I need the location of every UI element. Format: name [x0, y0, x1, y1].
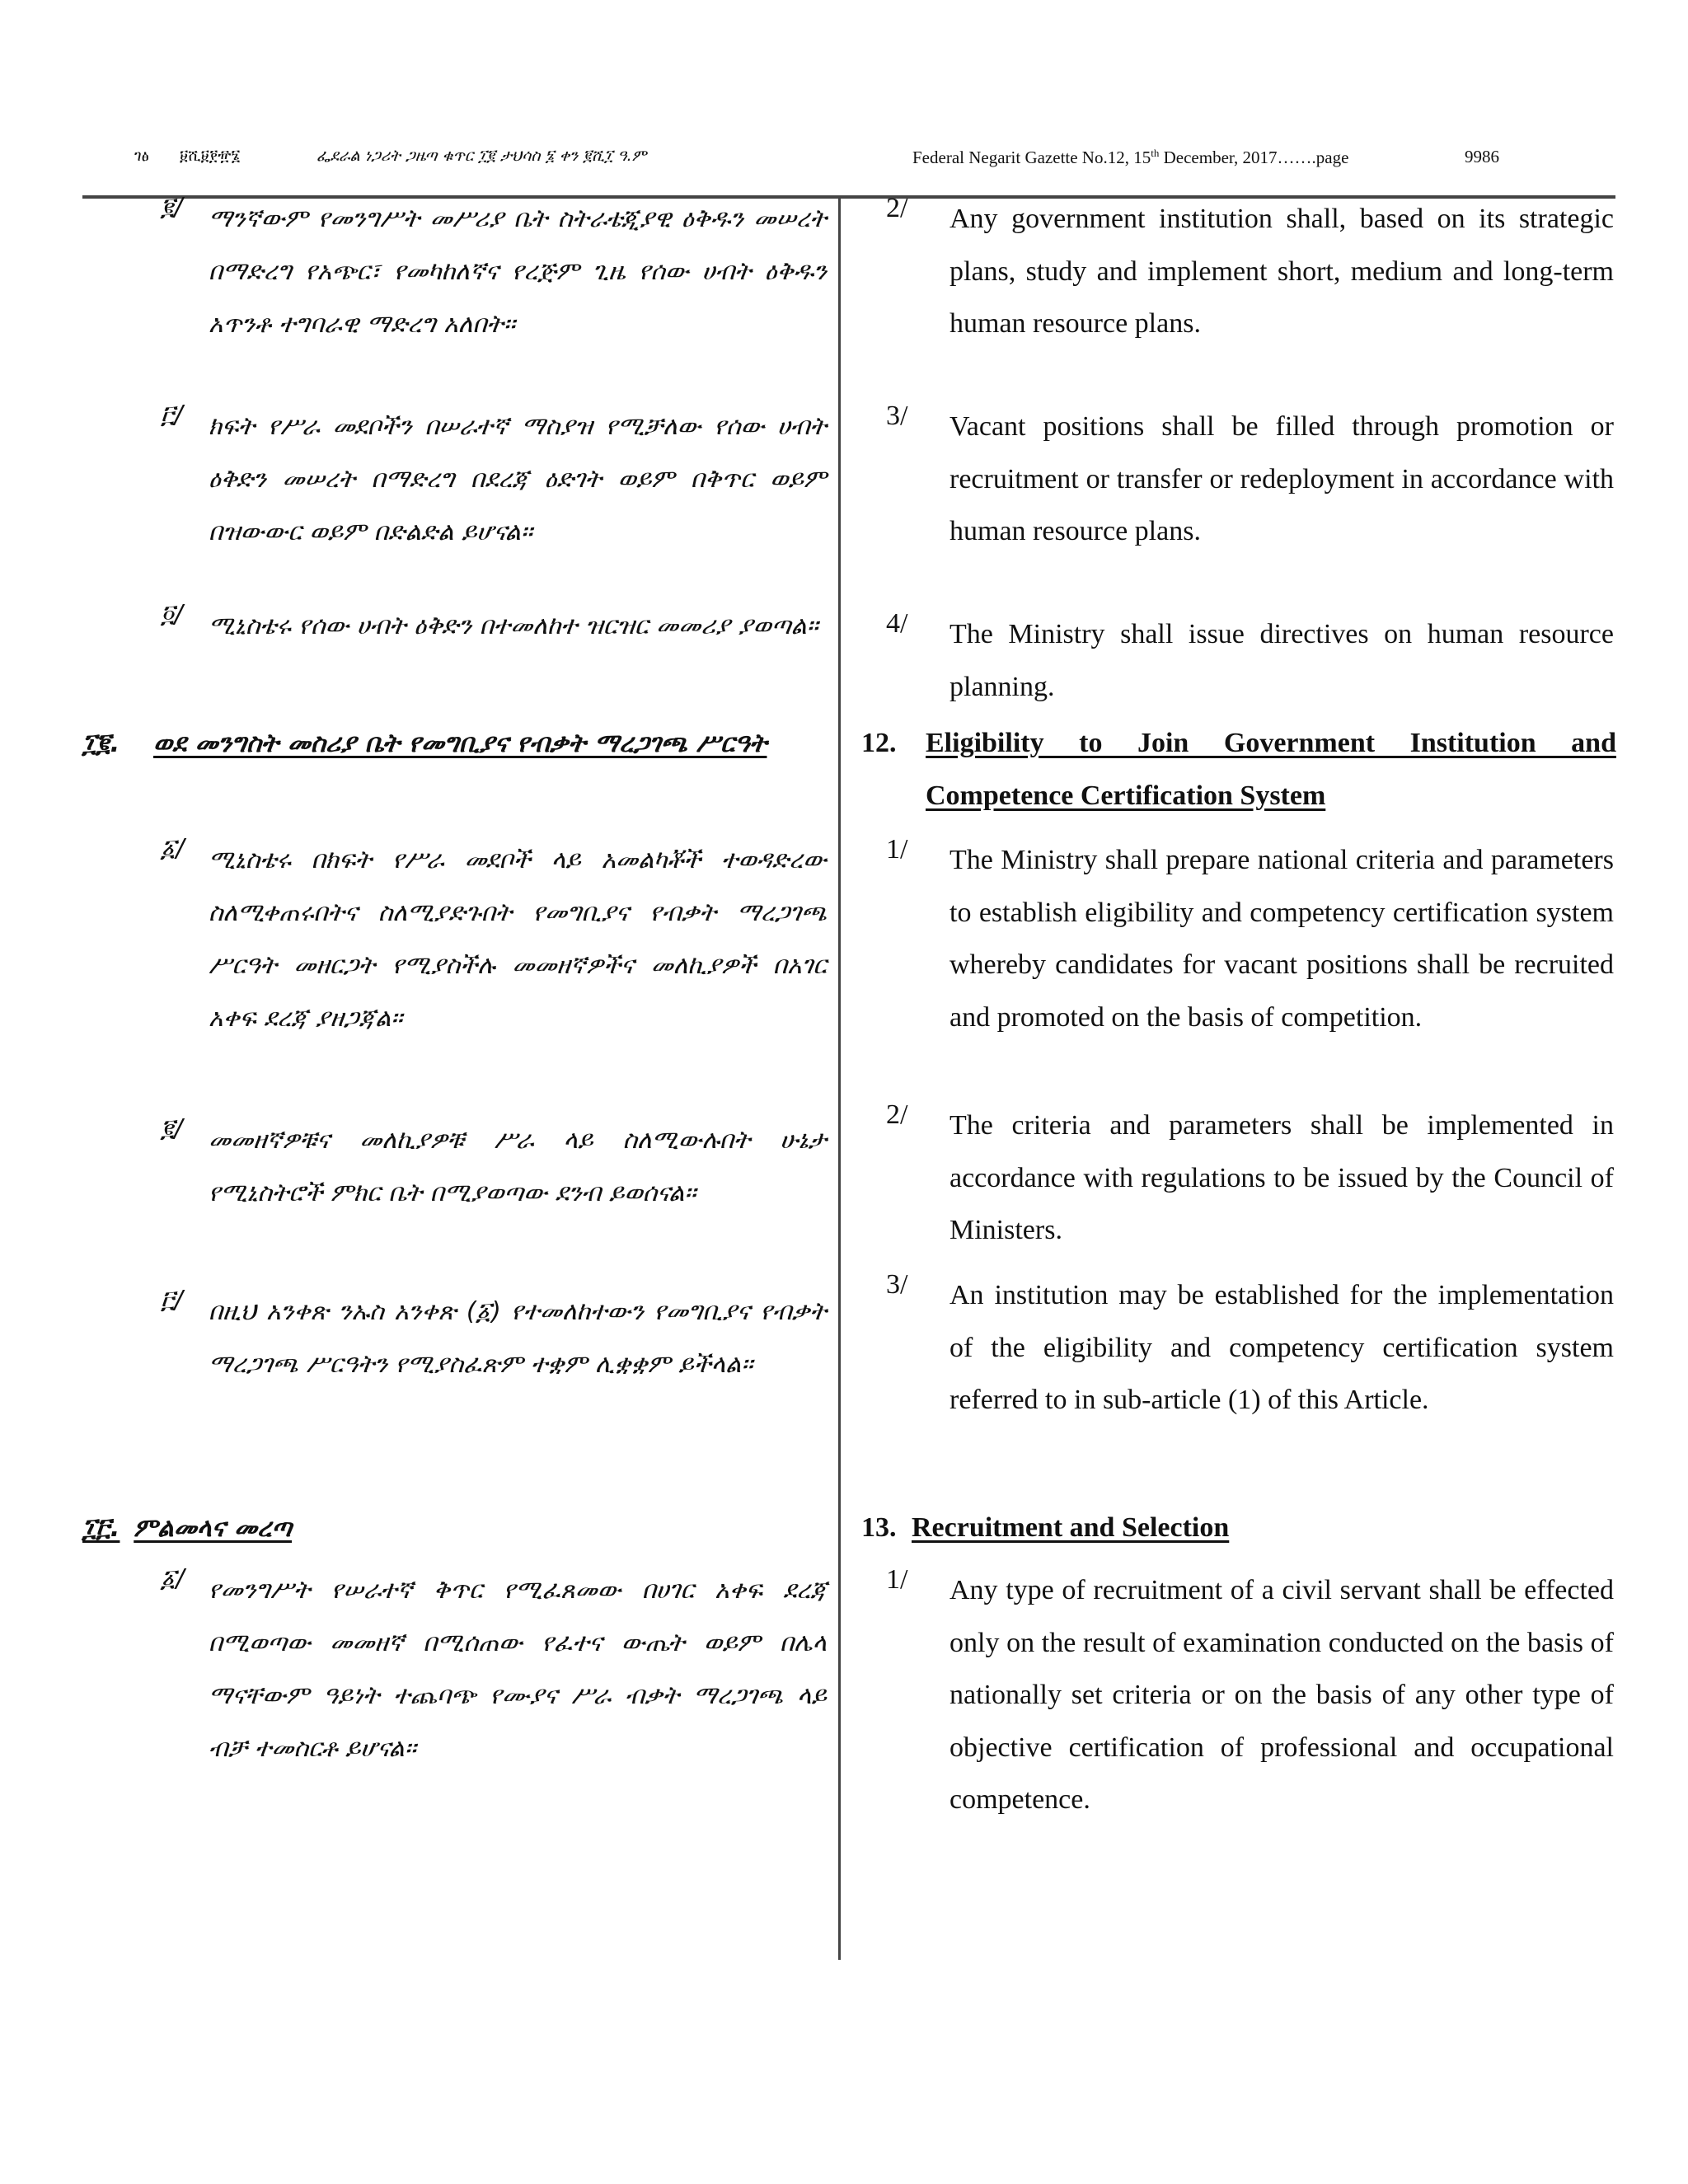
header-amharic-page-number: ፱ሺ፱፻፹፮ [180, 147, 241, 165]
amharic-item-text: በዚህ አንቀጽ ንኡስ አንቀጽ (፩) የተመለከተውን የመግቢያና የብቃት ማረጋገጫ ሥርዓትን የሚያስፈጽም ተቋም ሊቋቋም ይችላል፡፡ [209, 1297, 827, 1379]
english-item-text: The Ministry shall prepare national criteria and parameters to establish eligibility and competency certification system whereby candidates for vacant positions shall be recruited and promoted on the basis of competition. [950, 845, 1614, 1033]
gazette-page: ገፅ ፱ሺ፱፻፹፮ ፌደራል ነጋሪት ጋዜጣ ቁጥር ፲፪ ታህሳስ ፮ ቀን ፪ሺ፲ ዓ.ም Federal Negarit Gazette No.12, 15th December, 2017…….page 9986 ፪/ ማንኛውም የመንግሥት መሥሪያ ቤት ስትራቴጂያዊ ዕቅዱን መሠረት በማድረግ የአጭር፣ የመካከለኛና የረጅም ጊዜ የሰው ሀብት ዕቅዱን አጥንቶ ተግባራዊ ማድረግ አለበት፡፡ ፫/ ክፍት የሥራ መደቦችን በሠራተኛ ማስያዝ የሚቻለው የሰው ሀብት ዕቅድን መሠረት በማድረግ በደረጃ ዕድገት ወይም በቅጥር ወይም በዝውውር ወይም በድልድል ይሆናል፡፡ ፬/ ሚኒስቴሩ የሰው ሀብት ዕቅድን በተመለከተ ዝርዝር መመሪያ ያወጣል፡፡ ፲፪. ወደ መንግስት መስሪያ ቤት የመግቢያና የብቃት ማረጋገጫ ሥርዓት ፩/ ሚኒስቴሩ በክፍት የሥራ መደቦች ላይ አመልካቾች ተወዳድረው ስለሚቀጠሩበትና ስለሚያድጉበት የመግቢያና የብቃት ማረጋገጫ ሥርዓት መዘርጋት የሚያስችሉ መመዘኛዎችና መለኪያዎች በአገር አቀፍ ደረጃ ያዘጋጃል፡፡ ፪/ መመዘኛዎቹና መለኪያዎቹ ሥራ ላይ ስለሚውሉበት ሁኔታ የሚኒስትሮች ምክር ቤት በሚያወጣው ደንብ ይወሰናል፡፡ ፫/ በዚህ አንቀጽ ንኡስ አንቀጽ (፩) የተመለከተውን የመግቢያና የብቃት ማረጋገጫ ሥርዓትን የሚያስፈጽም ተቋም ሊቋቋም ይችላል፡፡ ፲፫. ምልመላና መረጣ ፩/ የመንግሥት የሠራተኛ ቅጥር የሚፈጸመው በሀገር አቀፍ ደረጃ በሚወጣው መመዘኛ በሚሰጠው የፈተና ውጤት ወይም በሌላ ማናቸውም ዓይነት ተጨባጭ የሙያና ሥራ ብቃት ማረጋገጫ ላይ ብቻ ተመስርቶ ይሆናል፡፡ 2/ Any government institution shall, based on its strategic plans, study and implement short, medium and long-term human resource plans. 3/ Vacant positions shall be filled through promotion or recruitment or transfer or redeployment in accordance with human resource plans. 4/ The Ministry shall issue directives on human resource planning. 12. Eligibility to Join Government Institution and Competence Certification System 1/ The Ministry shall prepare national criteria and parameters to establish eligibility and competency certification system whereby candidates for vacant positions shall be recruited and promoted on the basis of competition. 2/ The criteria and parameters shall be implemented in accordance with regulations to be issued by the Council of Ministers. 3/ An institution may be established for the implementation of the eligibility and competency certification system referred to in sub-article (1) of this Article. 13. Recruitment and Selection 1/ Any type of recruitment of a civil servant shall be effected only on the result of examination conducted on the basis of nationally set criteria or on the basis of any other type of objective certification of professional and occupational competence. [0, 0, 1688, 2184]
amharic-article-13-heading: ፲፫. ምልመላና መረጣ [82, 1513, 292, 1543]
english-article-13-heading: 13. Recruitment and Selection [861, 1512, 1230, 1543]
header-english-title: Federal Negarit Gazette No.12, 15th December, 2017…….page [912, 147, 1349, 167]
amharic-item-text: ሚኒስቴሩ የሰው ሀብት ዕቅድን በተመለከተ ዝርዝር መመሪያ ያወጣል፡፡ [209, 612, 818, 640]
english-item-text: The Ministry shall issue directives on human resource planning. [950, 619, 1614, 702]
amharic-item-text: የመንግሥት የሠራተኛ ቅጥር የሚፈጸመው በሀገር አቀፍ ደረጃ በሚወጣው መመዘኛ በሚሰጠው የፈተና ውጤት ወይም በሌላ ማናቸውም ዓይነት ተጨባጭ የሙያና ሥራ ብቃት ማረጋገጫ ላይ ብቻ ተመስርቶ ይሆናል፡፡ [209, 1576, 827, 1763]
english-item-text: An institution may be established for the implementation of the eligibility and competency certification system referred to in sub-article (1) of this Article. [950, 1280, 1614, 1415]
header-amharic-title: ፌደራል ነጋሪት ጋዜጣ ቁጥር ፲፪ ታህሳስ ፮ ቀን ፪ሺ፲ ዓ.ም [316, 147, 647, 165]
amharic-item-text: ሚኒስቴሩ በክፍት የሥራ መደቦች ላይ አመልካቾች ተወዳድረው ስለሚቀጠሩበትና ስለሚያድጉበት የመግቢያና የብቃት ማረጋገጫ ሥርዓት መዘርጋት የሚያስችሉ መመዘኛዎችና መለኪያዎች በአገር አቀፍ ደረጃ ያዘጋጃል፡፡ [209, 846, 827, 1033]
header-amharic-page-label: ገፅ [134, 147, 149, 165]
english-item-text: Vacant positions shall be filled through promotion or recruitment or transfer or redeployment in accordance with human resource plans. [950, 411, 1614, 546]
english-item-text: Any government institution shall, based on its strategic plans, study and implement short, medium and long-term human resource plans. [950, 204, 1614, 339]
amharic-item-text: ማንኛውም የመንግሥት መሥሪያ ቤት ስትራቴጂያዊ ዕቅዱን መሠረት በማድረግ የአጭር፣ የመካከለኛና የረጅም ጊዜ የሰው ሀብት ዕቅዱን አጥንቶ ተግባራዊ ማድረግ አለበት፡፡ [209, 204, 827, 339]
column-divider [838, 198, 841, 1960]
amharic-item-text: መመዘኛዎቹና መለኪያዎቹ ሥራ ላይ ስለሚውሉበት ሁኔታ የሚኒስትሮች ምክር ቤት በሚያወጣው ደንብ ይወሰናል፡፡ [209, 1126, 827, 1207]
english-item-text: The criteria and parameters shall be implemented in accordance with regulations to be issued by the Council of Ministers. [950, 1110, 1614, 1245]
english-item-text: Any type of recruitment of a civil servant shall be effected only on the result of examination conducted on the basis of nationally set criteria or on the basis of any other type of objective certification of professional and occupational competence. [950, 1575, 1614, 1815]
header-page-number: 9986 [1465, 147, 1499, 166]
amharic-item-text: ክፍት የሥራ መደቦችን በሠራተኛ ማስያዝ የሚቻለው የሰው ሀብት ዕቅድን መሠረት በማድረግ በደረጃ ዕድገት ወይም በቅጥር ወይም በዝውውር ወይም በድልድል ይሆናል፡፡ [209, 412, 827, 546]
